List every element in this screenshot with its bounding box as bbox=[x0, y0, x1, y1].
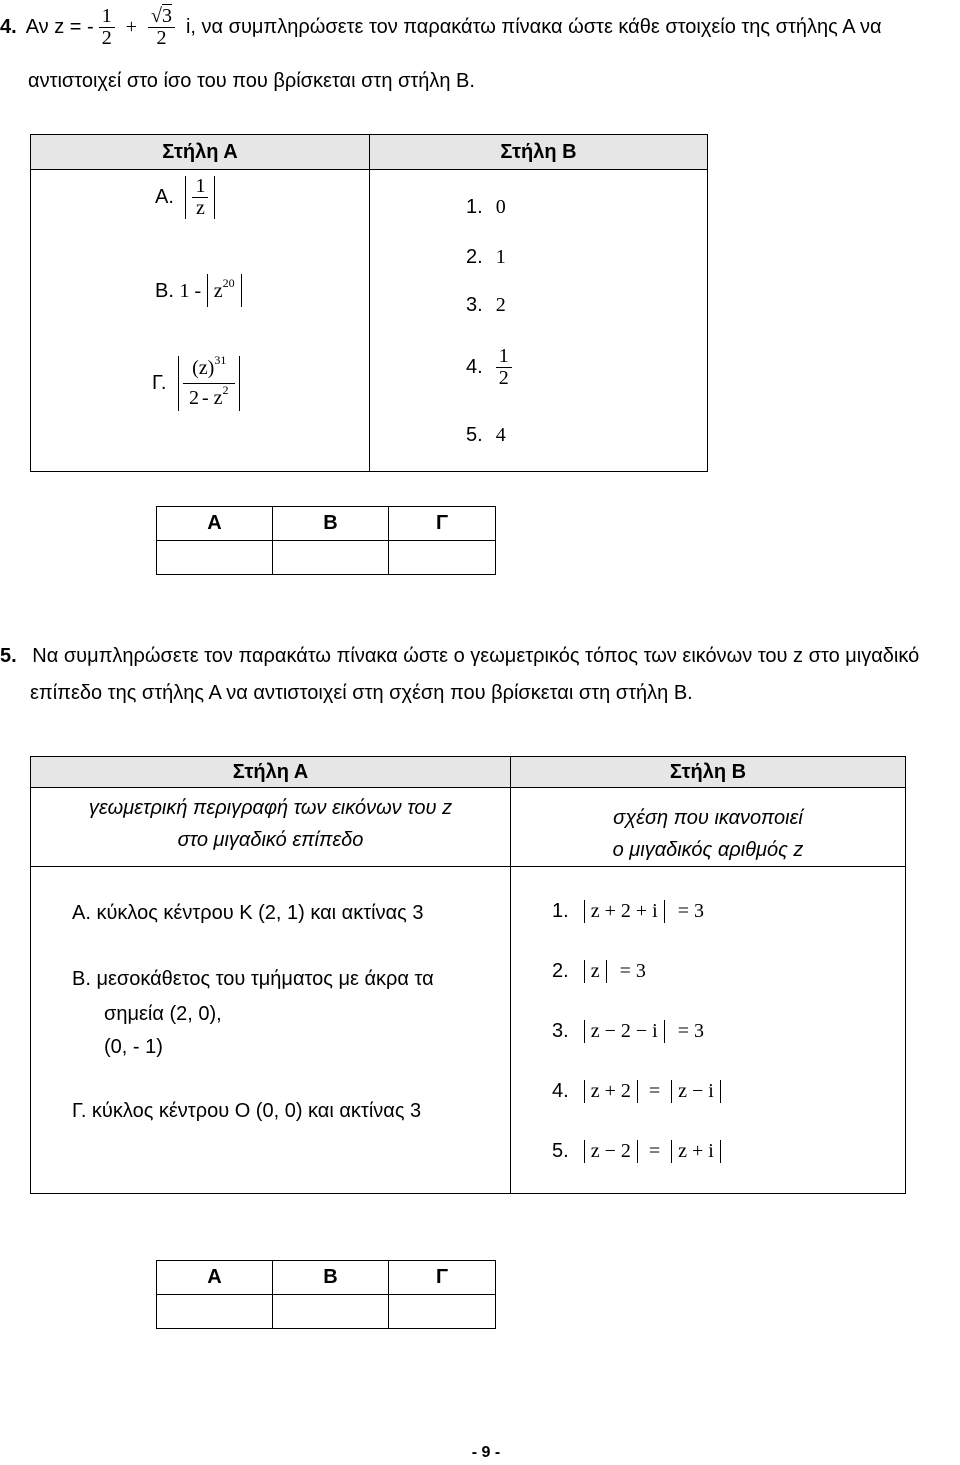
q5-answer-cell-a[interactable] bbox=[157, 1295, 273, 1329]
q5-number: 5. bbox=[0, 645, 17, 667]
q4-b-item-4: 4. $\frac{1}{2}$ bbox=[466, 346, 512, 389]
q4-answer-cell-b[interactable] bbox=[273, 541, 389, 575]
q4-answer-header-g: Γ bbox=[389, 507, 496, 541]
q5-answer-header-a: Α bbox=[157, 1261, 273, 1295]
q5-col-b-header: Στήλη Β bbox=[669, 761, 747, 783]
q4-fraction-sqrt3: $\frac{√3}{2}$ bbox=[148, 6, 175, 49]
q5-item-b-line1: Β. μεσοκάθετος του τμήματος με άκρα τα bbox=[72, 968, 434, 990]
q5-answer-table bbox=[156, 1260, 496, 1329]
q4-answer-cell-g[interactable] bbox=[389, 541, 496, 575]
q4-item-b: Β. $1 - z^{20}$ bbox=[155, 274, 242, 307]
q4-b-item-1: 1. 0 bbox=[466, 196, 506, 218]
q4-b-item-2: 2. 1 bbox=[466, 246, 506, 268]
q5-col-a-header: Στήλη Α bbox=[232, 761, 309, 783]
q4-col-a-header: Στήλη Α bbox=[30, 134, 370, 170]
q4-intro bbox=[0, 6, 960, 62]
sqrt-icon: √ bbox=[150, 5, 162, 27]
q4-item-a: Α. $\frac{1}{z}$ bbox=[155, 176, 215, 219]
q4-intro-lead: Αν z = - bbox=[25, 16, 94, 38]
q4-answer-header-a: Α bbox=[157, 507, 273, 541]
q4-item-a-abs: $\frac{1}{z}$ bbox=[185, 176, 215, 219]
q5-col-a-subheader: γεωμετρική περιγραφή των εικόνων του z στο μιγαδικό επίπεδο bbox=[30, 787, 511, 867]
q5-answer-cell-g[interactable] bbox=[389, 1295, 496, 1329]
q5-item-a: Α. κύκλος κέντρου Κ (2, 1) και ακτίνας 3 bbox=[72, 902, 424, 924]
q5-b-item-2: 2. z = 3 bbox=[552, 960, 646, 982]
q4-column-divider bbox=[369, 134, 370, 472]
q5-b-item-3: 3. z − 2 − i = 3 bbox=[552, 1020, 704, 1042]
q5-intro-line1: 5. Να συμπληρώσετε τον παρακάτω πίνακα ώστε ο γεωμετρικός τόπος των εικόνων του z στο μιγαδικό bbox=[0, 645, 920, 667]
q4-answer-cell-a[interactable] bbox=[157, 541, 273, 575]
q4-b-item-5: 5. 4 bbox=[466, 424, 506, 446]
q5-column-divider bbox=[510, 756, 511, 1194]
q5-answer-header-g: Γ bbox=[389, 1261, 496, 1295]
q4-item-b-abs: $z^{20}$ bbox=[207, 274, 242, 307]
q5-col-b-subheader: σχέση που ικανοποιεί ο μιγαδικός αριθμός z bbox=[510, 787, 906, 867]
q5-b-item-1: 1. z + 2 + i = 3 bbox=[552, 900, 704, 922]
q5-b-item-5: 5. z − 2 = z + i bbox=[552, 1140, 721, 1163]
q4-plus: + bbox=[125, 16, 137, 38]
q4-fraction-half: $\frac{1}{2}$ bbox=[99, 6, 115, 49]
q5-intro-line2: επίπεδο της στήλης Α να αντιστοιχεί στη σχέση που βρίσκεται στη στήλη Β. bbox=[30, 682, 693, 704]
q5-answer-header-b: Β bbox=[273, 1261, 389, 1295]
q4-col-b-header: Στήλη Β bbox=[369, 134, 708, 170]
q4-intro-trail: i, να συμπληρώσετε τον παρακάτω πίνακα ώστε κάθε στοιχείο της στήλης Α να bbox=[185, 16, 882, 38]
q4-b-item-3: 3. 2 bbox=[466, 294, 506, 316]
q5-item-b-line3: (0, - 1) bbox=[104, 1036, 163, 1058]
q5-item-b-line2: σημεία (2, 0), bbox=[104, 1003, 222, 1025]
q5-item-g: Γ. κύκλος κέντρου Ο (0, 0) και ακτίνας 3 bbox=[72, 1100, 422, 1122]
q4-answer-header-b: Β bbox=[273, 507, 389, 541]
q4-answer-table bbox=[156, 506, 496, 575]
q4-item-g: Γ. $\frac{(z)^{31}}{2 - z^2}$ bbox=[152, 356, 240, 411]
q5-col-a-header-row bbox=[30, 756, 511, 788]
q5-col-b-header-row bbox=[510, 756, 906, 788]
q5-b-item-4: 4. z + 2 = z − i bbox=[552, 1080, 721, 1103]
q4-number: 4. bbox=[0, 16, 17, 38]
q5-answer-cell-b[interactable] bbox=[273, 1295, 389, 1329]
q4-item-g-abs: $\frac{(z)^{31}}{2 - z^2}$ bbox=[178, 356, 241, 411]
page-number: - 9 - bbox=[471, 1444, 501, 1461]
q4-intro-line2: αντιστοιχεί στο ίσο του που βρίσκεται στη στήλη Β. bbox=[28, 70, 475, 92]
